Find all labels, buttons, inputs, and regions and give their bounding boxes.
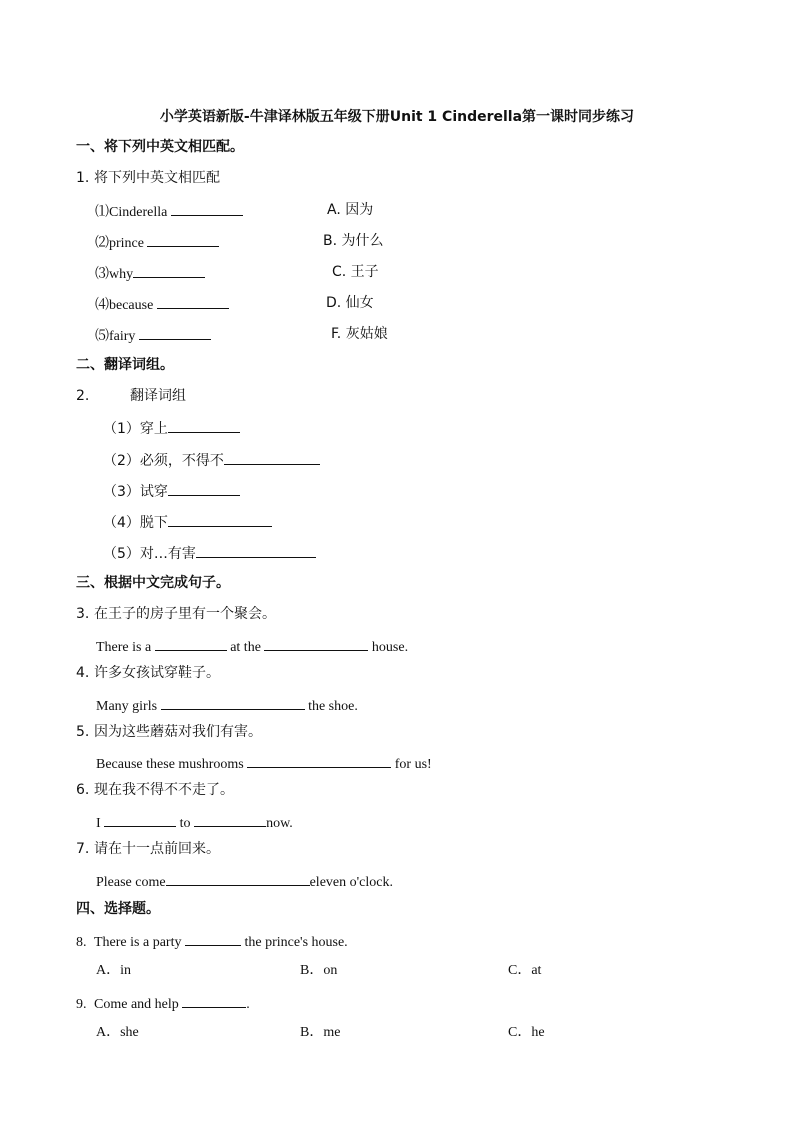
answer-blank[interactable] [147,232,219,247]
answer-blank[interactable] [224,450,320,465]
option-8-a[interactable]: A．in [96,963,131,978]
phrase-item-2: （2）必须，不得不 [103,450,320,470]
option-8-c[interactable]: C．at [508,963,542,978]
option-9-a[interactable]: A．she [96,1025,139,1040]
answer-blank[interactable] [166,871,310,886]
phrase-item-4: （4）脱下 [103,512,272,532]
answer-blank[interactable] [182,993,246,1008]
phrase-item-3: （3）试穿 [103,481,240,501]
question-8: 8. There is a party the prince's house. [76,931,348,952]
answer-blank[interactable] [247,753,391,768]
answer-blank[interactable] [139,325,211,340]
match-option-f: F. 灰姑娘 [331,326,388,342]
question-3: 3. 在王子的房子里有一个聚会。 [76,606,276,622]
sentence-7: Please come eleven o'clock. [96,871,393,892]
match-option-d: D. 仙女 [326,295,374,311]
phrase-item-1: （1）穿上 [103,418,240,438]
question-6: 6. 现在我不得不不走了。 [76,782,234,798]
question-9: 9. Come and help . [76,993,250,1014]
answer-blank[interactable] [104,812,176,827]
question-5: 5. 因为这些蘑菇对我们有害。 [76,724,262,740]
match-item-2: ⑵prince [95,232,219,253]
match-item-5: ⑸fairy [95,325,211,346]
question-7: 7. 请在十一点前回来。 [76,841,220,857]
sentence-4: Many girls the shoe. [96,695,358,716]
sentence-5: Because these mushrooms for us! [96,753,432,774]
section-heading-2: 二、翻译词组。 [76,357,174,373]
answer-blank[interactable] [157,294,229,309]
answer-blank[interactable] [185,931,241,946]
sentence-3: There is a at the house. [96,636,408,657]
question-4: 4. 许多女孩试穿鞋子。 [76,665,220,681]
option-9-c[interactable]: C．he [508,1025,545,1040]
answer-blank[interactable] [196,543,316,558]
section-heading-1: 一、将下列中英文相匹配。 [76,139,244,155]
answer-blank[interactable] [194,812,266,827]
question-2: 2. 翻译词组 [76,388,186,404]
match-option-a: A. 因为 [327,202,374,218]
answer-blank[interactable] [168,418,240,433]
match-option-c: C. 王子 [332,264,379,280]
phrase-item-5: （5）对…有害 [103,543,316,563]
answer-blank[interactable] [168,481,240,496]
answer-blank[interactable] [168,512,272,527]
option-9-b[interactable]: B．me [300,1025,341,1040]
match-option-b: B. 为什么 [323,233,384,249]
match-item-4: ⑷because [95,294,229,315]
answer-blank[interactable] [264,636,368,651]
section-heading-3: 三、根据中文完成句子。 [76,575,230,591]
option-8-b[interactable]: B．on [300,963,338,978]
sentence-6: I to now. [96,812,293,833]
answer-blank[interactable] [133,263,205,278]
answer-blank[interactable] [161,695,305,710]
answer-blank[interactable] [155,636,227,651]
page-title: 小学英语新版-牛津译林版五年级下册Unit 1 Cinderella第一课时同步练习 [159,109,635,125]
section-heading-4: 四、选择题。 [76,901,160,917]
match-item-3: ⑶why [95,263,205,284]
question-1: 1. 将下列中英文相匹配 [76,170,220,186]
answer-blank[interactable] [171,201,243,216]
match-item-1: ⑴Cinderella [95,201,243,222]
